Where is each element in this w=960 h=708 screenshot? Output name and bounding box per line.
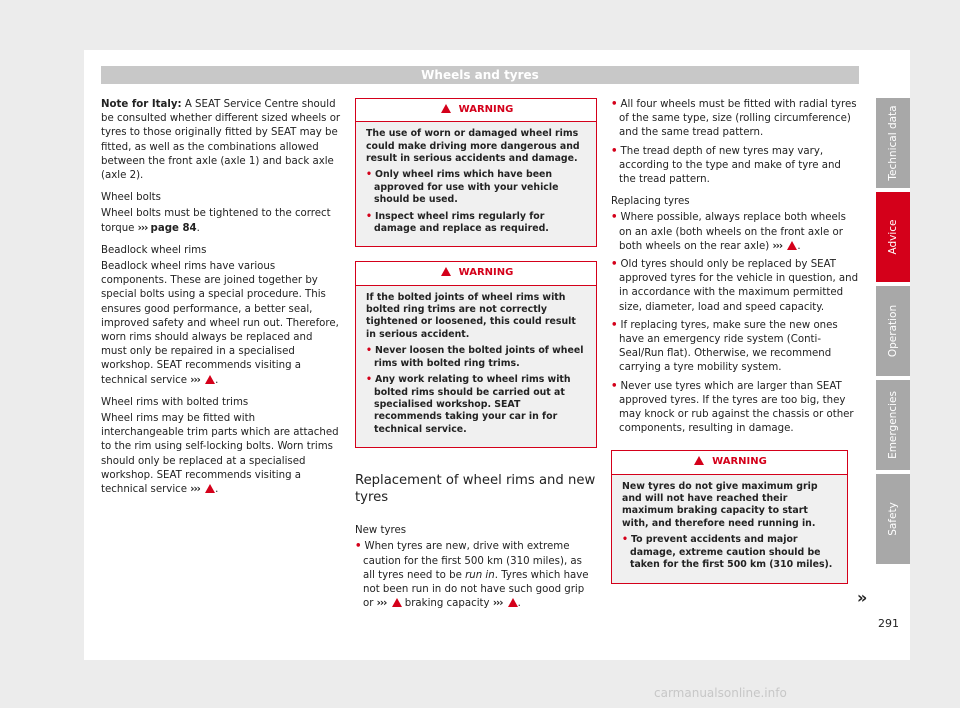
reference-arrow-icon: ››› xyxy=(492,598,503,610)
warning-header: WARNING xyxy=(356,262,596,285)
page-header: Wheels and tyres xyxy=(101,66,859,84)
warning-item: • Inspect wheel rims regularly for damage and replace as required. xyxy=(366,210,549,235)
bolts-text: Wheel bolts must be tightened to the correct torque ››› page 84. xyxy=(101,208,331,234)
warning-triangle-icon xyxy=(441,267,451,276)
warning-header: WARNING xyxy=(356,99,596,122)
warning-triangle-icon[interactable] xyxy=(205,375,215,384)
warning-body: If the bolted joints of wheel rims with bolted ring trims are not correctly tightened or loosened, this could result in serious accident. • Never loosen the bolted joints of wheel rims with bolted ring trims. • Any work relating to wheel rims with bolted rims should be carried out at specialised workshop. SEAT recommends taking your car in for technical service. xyxy=(356,286,596,447)
reference-arrow-icon: ››› xyxy=(137,222,148,234)
warning-triangle-icon[interactable] xyxy=(787,241,797,250)
warning-item: • To prevent accidents and major damage, extreme caution should be taken for the first 500 km (310 miles). xyxy=(622,534,833,571)
bullet-icon: • xyxy=(366,345,372,357)
list-item: • All four wheels must be fitted with radial tyres of the same type, size (rolling circumference) and the same tread pattern. xyxy=(611,99,857,139)
page-number: 291 xyxy=(878,617,899,630)
warning-item: • Any work relating to wheel rims with bolted rims should be carried out at specialised workshop. SEAT recommends taking your car in for technical service. xyxy=(366,374,571,435)
warning-body: New tyres do not give maximum grip and will not have reached their maximum braking capacity to start with, and therefore need running in. • To prevent accidents and major damage, extreme caution should be taken for the first 500 km (310 miles). xyxy=(612,475,847,583)
bullet-icon: • xyxy=(366,210,372,222)
italy-note: Note for Italy: A SEAT Service Centre should be consulted whether different sized wheels or tyres to those originally fitted by SEAT may be fitted, as well as the combinations allowed between the front axle (axle 1) and back axle (axle 2). xyxy=(101,99,341,182)
trims-text: Wheel rims may be fitted with interchangeable trim parts which are attached to the rim using self-locking bolts. Worn trims should only be replaced at a specialised workshop. SEAT recommends visiting a technical service ››› . xyxy=(101,413,339,496)
tab-technical-data[interactable]: Technical data xyxy=(876,98,910,188)
tab-safety[interactable]: Safety xyxy=(876,474,910,564)
warning-triangle-icon xyxy=(694,456,704,465)
list-item: • Old tyres should only be replaced by SEAT approved tyres for the vehicle in question, and in accordance with the maximum permitted size, diameter, load and speed capacity. xyxy=(611,259,859,313)
new-tyres-text: • When tyres are new, drive with extreme caution for the first 500 km (310 miles), as all tyres need to be run in. Tyres which have not been run in do not have such good grip or ››› braking capacity ››› . xyxy=(355,541,589,610)
bullet-icon: • xyxy=(611,380,618,392)
bullet-icon: • xyxy=(611,319,618,331)
warning-triangle-icon xyxy=(441,104,451,113)
continue-arrow-icon: » xyxy=(857,588,868,607)
warning-item: • Never loosen the bolted joints of wheel rims with bolted ring trims. xyxy=(366,345,584,369)
reference-arrow-icon: ››› xyxy=(376,598,387,610)
warning-item: • Only wheel rims which have been approved for use with your vehicle should be used. xyxy=(366,169,559,206)
bullet-icon: • xyxy=(611,212,618,224)
list-item: • Where possible, always replace both wheels on an axle (both wheels on the front axle or both wheels on the rear axle) ››› . xyxy=(611,212,846,252)
beadlock-title: Beadlock wheel rims xyxy=(101,244,207,256)
column-1 xyxy=(101,98,341,505)
warning-triangle-icon[interactable] xyxy=(392,598,402,607)
new-tyres-title: New tyres xyxy=(355,525,407,537)
bullet-icon: • xyxy=(611,259,618,271)
bullet-icon: • xyxy=(611,145,618,157)
bullet-icon: • xyxy=(611,99,618,110)
warning-triangle-icon[interactable] xyxy=(508,598,518,607)
tab-operation[interactable]: Operation xyxy=(876,286,910,376)
page-84-link[interactable]: page 84 xyxy=(150,222,197,234)
tab-advice[interactable]: Advice xyxy=(876,192,910,282)
list-item: • The tread depth of new tyres may vary, according to the type and make of tyre and the tread pattern. xyxy=(611,145,841,186)
reference-arrow-icon: ››› xyxy=(772,240,783,252)
bullet-icon: • xyxy=(355,541,362,553)
reference-arrow-icon: ››› xyxy=(190,484,200,496)
side-tabs xyxy=(876,98,910,568)
warning-box-2 xyxy=(355,261,597,448)
list-item: • Never use tyres which are larger than SEAT approved tyres. If the tyres are too big, they may knock or rub against the chassis or other components, resulting in damage. xyxy=(611,380,854,435)
reference-arrow-icon: ››› xyxy=(190,374,200,386)
bolts-title: Wheel bolts xyxy=(101,192,161,204)
bullet-icon: • xyxy=(366,169,372,181)
trims-title: Wheel rims with bolted trims xyxy=(101,396,249,408)
watermark: carmanualsonline.info xyxy=(654,686,787,700)
list-item: • If replacing tyres, make sure the new ones have an emergency ride system (Conti-Seal/Run flat). Otherwise, we recommend carrying a tyre mobility system. xyxy=(611,319,838,374)
column-2 xyxy=(355,98,597,619)
column-3 xyxy=(611,98,860,598)
bullet-icon: • xyxy=(366,374,372,386)
warning-header: WARNING xyxy=(612,451,847,474)
replacing-title: Replacing tyres xyxy=(611,196,690,208)
tab-emergencies[interactable]: Emergencies xyxy=(876,380,910,470)
warning-box-1 xyxy=(355,98,597,247)
bullet-icon: • xyxy=(622,534,628,546)
section-title: Replacement of wheel rims and new tyres xyxy=(355,473,596,506)
warning-box-3 xyxy=(611,450,848,583)
warning-triangle-icon[interactable] xyxy=(205,484,215,493)
beadlock-text: Beadlock wheel rims have various components. These are joined together by special bolts using a special procedure. This ensures good performance, a better seal, improved safety and wheel run out. Therefore, worn rims should always be replaced and must only be repaired in a specialised workshop. SEAT recommends visiting a technical service ››› . xyxy=(101,261,339,386)
warning-body: The use of worn or damaged wheel rims could make driving more dangerous and result in serious accidents and damage. • Only wheel rims which have been approved for use with your vehicle should be used. • Inspect wheel rims regularly for damage and replace as required. xyxy=(356,122,596,246)
